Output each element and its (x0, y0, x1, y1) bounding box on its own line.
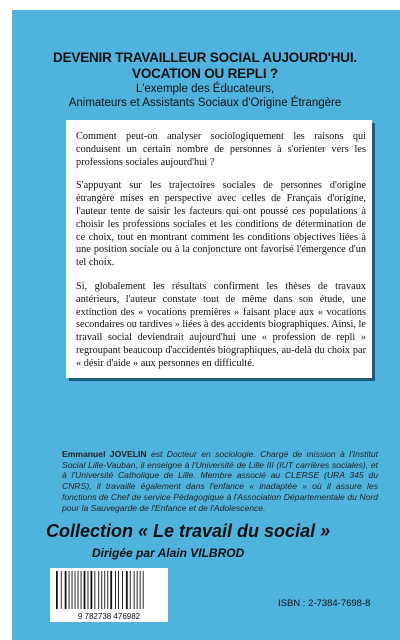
barcode-bar (69, 571, 70, 609)
barcode-bar (88, 571, 89, 609)
author-name: Emmanuel JOVELIN (62, 449, 147, 459)
barcode-bar (115, 571, 116, 609)
barcode-bar (134, 571, 135, 609)
barcode-bar (78, 571, 79, 609)
author-bio (62, 449, 378, 513)
barcode-bar (107, 571, 108, 609)
series-editor: Dirigée par Alain VILBROD (92, 546, 245, 560)
collection-name: Collection « Le travail du social » (46, 521, 331, 541)
barcode-bar (101, 571, 102, 609)
book-subtitle (30, 82, 380, 110)
barcode (50, 568, 168, 622)
summary-paragraph-2: S'appuyant sur les trajectoires sociales de personnes d'origine étrangère mises en perspective avec celles de Français d'origine, l'auteur tente de saisir les facteurs qui ont poussé ces populations à choisir les professions sociales et les conditions de détermination de ce choix, tout en montrant comment les conditions objectives liées à une position sociale ou à la conjoncture ont favorisé l'émergence d'un tel choix. (76, 180, 366, 269)
barcode-number: 9 782738 476982 (77, 612, 141, 621)
barcode-bar (72, 571, 73, 609)
barcode-bar (81, 571, 82, 609)
barcode-bar (91, 571, 93, 609)
barcode-bar (84, 571, 86, 609)
summary-paragraph-3: Si, globalement les résultats confirment les thèses de travaux antérieurs, l'auteur constate tout de même dans son étude, une extinction des « vocations premières » faisant place aux « vocations secondaires ou tardives » liées à des accidents biographiques. Ainsi, le travail social deviendrait aujourd'hui une « profession de repli » regroupant beaucoup d'accidentés biographiques, au-delà du choix par « désir d'aide » aux personnes en difficulté. (76, 280, 366, 369)
barcode-bar (61, 571, 62, 609)
barcode-bar (137, 571, 138, 609)
barcode-graphic (50, 568, 168, 622)
barcode-bar (98, 571, 99, 609)
author-bio-text: est Docteur en sociologie. Chargé de mission à l'Institut Social Lille-Vauban, il enseigne à l'Université de Lille III (IUT carrières sociales), et à l'Université Catholique de Lille. Membre associé au CLERSE (URA 345 du CNRS), il travaille également dans l'enfance « inadaptée » où il assure les fonctions de Chef de service Pédagogique à l'Association Départementale du Nord pour la Sauvegarde de l'Enfance et de l'Adolescence. (62, 449, 378, 513)
title-line-2: VOCATION OU REPLI ? (132, 66, 278, 81)
barcode-bar (94, 571, 95, 609)
isbn: ISBN : 2-7384-7698-8 (278, 598, 371, 609)
barcode-bar (140, 571, 141, 609)
subtitle-line-1: L'exemple des Éducateurs, (135, 83, 275, 95)
barcode-bar (126, 571, 128, 609)
barcode-bar (104, 571, 105, 609)
barcode-bar (130, 571, 131, 609)
barcode-bar (56, 571, 58, 609)
subtitle-line-2: Animateurs et Assistants Sociaux d'Origine Étrangère (68, 97, 342, 109)
barcode-bar (110, 571, 112, 609)
barcode-bar (65, 571, 67, 609)
title-line-1: DEVENIR TRAVAILLEUR SOCIAL AUJOURD'HUI. (53, 50, 357, 65)
barcode-bar (122, 571, 123, 609)
book-title (30, 50, 380, 82)
barcode-bar (75, 571, 76, 609)
barcode-bar (118, 571, 119, 609)
barcode-bar (143, 571, 144, 609)
summary-text (76, 131, 366, 382)
summary-paragraph-1: Comment peut-on analyser sociologiquement les raisons qui conduisent un certain nombre de personnes à s'orienter vers les professions sociales aujourd'hui ? (76, 131, 366, 168)
